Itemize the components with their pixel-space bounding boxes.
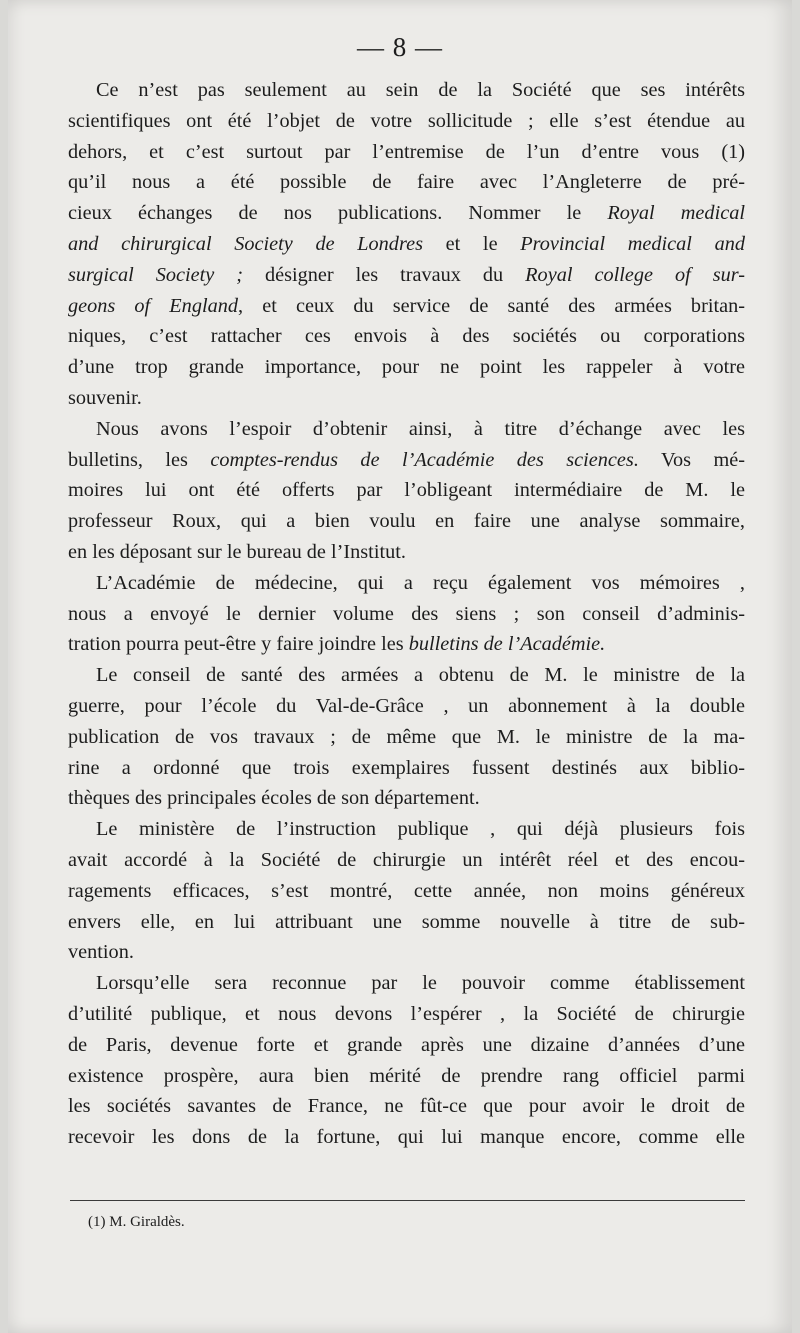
text-line: moires lui ont été offerts par l’obligeant intermédiaire de M. le (68, 479, 745, 502)
italic-title: Provincial medical and (520, 232, 746, 255)
text-line: guerre, pour l’école du Val-de-Grâce , un abonnement à la double (68, 694, 745, 717)
text-line: thèques des principales écoles de son département. (68, 787, 480, 810)
text-line: scientifiques ont été l’objet de votre sollicitude ; elle s’est étendue au (68, 109, 745, 132)
footnote-rule (70, 1200, 745, 1201)
text-line (68, 445, 745, 476)
text-line: qu’il nous a été possible de faire avec l’Angleterre de pré- (68, 171, 745, 194)
italic-title: Royal college of sur- (525, 263, 745, 286)
text-line: recevoir les dons de la fortune, qui lui manque encore, comme elle (68, 1126, 745, 1149)
text-segment: et le (422, 232, 521, 255)
italic-title: and chirurgical Society de Londres (68, 232, 423, 255)
text-line: en les déposant sur le bureau de l’Institut. (68, 540, 406, 563)
text-line: souvenir. (68, 386, 142, 409)
text-line: Ce n’est pas seulement au sein de la Société que ses intérêts (96, 79, 745, 101)
text-line: professeur Roux, qui a bien voulu en faire une analyse sommaire, (68, 510, 745, 533)
text-line (68, 229, 745, 260)
text-line: Lorsqu’elle sera reconnue par le pouvoir comme établissement (96, 972, 745, 995)
text-line: dehors, et c’est surtout par l’entremise de l’un d’entre vous (1) (68, 140, 745, 163)
text-line: vention. (68, 941, 134, 964)
text-line: Le ministère de l’instruction publique , qui déjà plusieurs fois (96, 818, 745, 841)
text-line: d’une trop grande importance, pour ne point les rappeler à votre (68, 356, 745, 379)
text-line: les sociétés savantes de France, ne fût-ce que pour avoir le droit de (68, 1095, 745, 1118)
text-segment: bulletins, les (68, 448, 211, 471)
text-line: niques, c’est rattacher ces envois à des sociétés ou corporations (68, 325, 745, 348)
italic-title: surgical Society ; (68, 263, 243, 286)
text-line: ragements efficaces, s’est montré, cette année, non moins généreux (68, 879, 745, 902)
text-line: avait accordé à la Société de chirurgie un intérêt réel et des encou- (68, 848, 745, 871)
italic-title: comptes-rendus de l’Académie des sciences. (210, 448, 639, 471)
text-segment: Vos mé- (638, 448, 745, 471)
text-line (68, 260, 745, 291)
text-line: Le conseil de santé des armées a obtenu de M. le ministre de la (96, 664, 745, 687)
italic-title: bulletins de l’Académie. (408, 633, 606, 656)
footnote: (1) M. Giraldès. (88, 1214, 185, 1230)
body-text (68, 75, 745, 1153)
text-line: rine a ordonné que trois exemplaires fussent destinés aux biblio- (68, 756, 745, 779)
text-line: nous a envoyé le dernier volume des siens ; son conseil d’adminis- (68, 602, 745, 625)
text-line: d’utilité publique, et nous devons l’espérer , la Société de chirurgie (68, 1002, 745, 1025)
text-line (68, 629, 745, 660)
text-segment: tration pourra peut-être y faire joindre les (68, 633, 409, 656)
text-line: de Paris, devenue forte et grande après une dizaine d’années d’une (68, 1033, 745, 1056)
text-segment: désigner les travaux du (242, 263, 526, 286)
text-line: publication de vos travaux ; de même que M. le ministre de la ma- (68, 725, 745, 748)
text-segment: cieux échanges de nos publications. Nommer le (68, 202, 608, 225)
page-number: — 8 — (357, 32, 443, 62)
text-segment: , et ceux du service de santé des armées britan- (238, 294, 745, 317)
book-page (8, 0, 792, 1333)
italic-title: geons of England (68, 294, 239, 317)
italic-title: Royal medical (607, 202, 745, 225)
text-line: existence prospère, aura bien mérité de prendre rang officiel parmi (68, 1064, 745, 1087)
text-line (68, 291, 745, 322)
text-line: Nous avons l’espoir d’obtenir ainsi, à titre d’échange avec les (96, 417, 745, 440)
text-line: L’Académie de médecine, qui a reçu également vos mémoires , (96, 571, 745, 594)
text-line (68, 198, 745, 229)
text-line: envers elle, en lui attribuant une somme nouvelle à titre de sub- (68, 910, 745, 933)
